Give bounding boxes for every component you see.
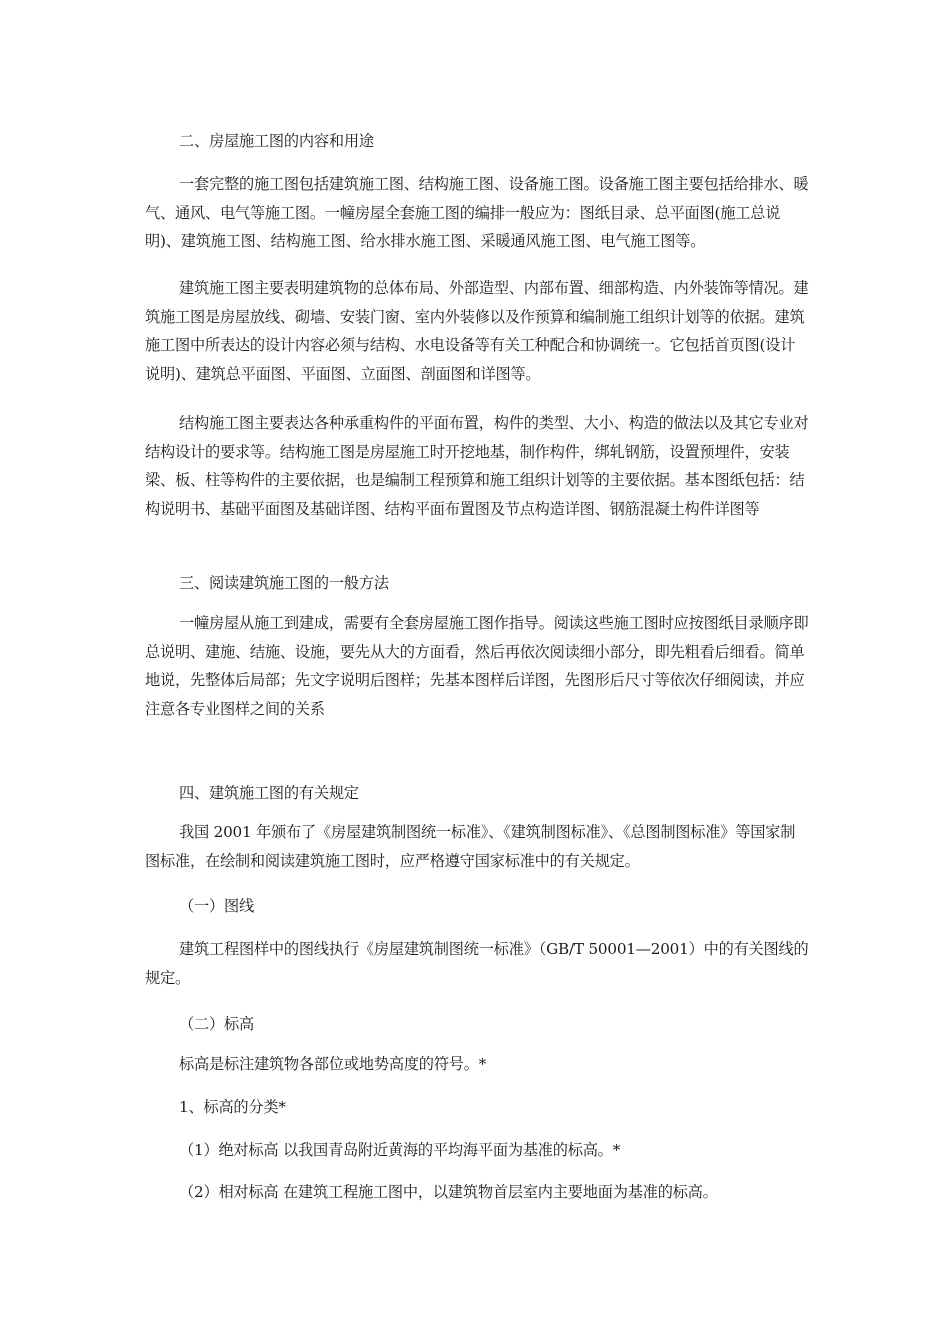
subsection-2-paragraph: 标高是标注建筑物各部位或地势高度的符号。* [179, 1055, 487, 1073]
section-3-paragraph-1: 一幢房屋从施工到建成，需要有全套房屋施工图作指导。阅读这些施工图时应按图纸目录顺序即总说明、建施、结施、设施，要先从大的方面看，然后再依次阅读细小部分，即先粗看后细看。简单地说，先整体后局部；先文字说明后图样；先基本图样后详图，先图形后尺寸等依次仔细阅读，并应注意各专业图样之间的关系 [145, 614, 809, 718]
list-item-1-1: （1）绝对标高 以我国青岛附近黄海的平均海平面为基准的标高。* [179, 1141, 621, 1159]
section-4-heading: 四、建筑施工图的有关规定 [179, 784, 359, 802]
subsection-1-heading: （一）图线 [179, 897, 254, 915]
list-item-1-2: （2）相对标高 在建筑工程施工图中，以建筑物首层室内主要地面为基准的标高。 [179, 1183, 718, 1201]
section-2-paragraph-3: 结构施工图主要表达各种承重构件的平面布置，构件的类型、大小、构造的做法以及其它专业对结构设计的要求等。结构施工图是房屋施工时开挖地基，制作构件，绑轧钢筋，设置预埋件，安装梁、板、柱等构件的主要依据，也是编制工程预算和施工组织计划等的主要依据。基本图纸包括：结构说明书、基础平面图及基础详图、结构平面布置图及节点构造详图、钢筋混凝土构件详图等 [145, 414, 809, 518]
section-2-heading: 二、房屋施工图的内容和用途 [179, 132, 374, 150]
subsection-2-heading: （二）标高 [179, 1015, 254, 1033]
subsection-1-paragraph: 建筑工程图样中的图线执行《房屋建筑制图统一标准》（GB/T 50001—2001）中的有关图线的规定。 [145, 940, 809, 987]
section-3-heading: 三、阅读建筑施工图的一般方法 [179, 574, 389, 592]
list-item-1: 1、标高的分类* [179, 1098, 286, 1116]
section-2-paragraph-1: 一套完整的施工图包括建筑施工图、结构施工图、设备施工图。设备施工图主要包括给排水、暖气、通风、电气等施工图。一幢房屋全套施工图的编排一般应为：图纸目录、总平面图(施工总说明)、建筑施工图、结构施工图、给水排水施工图、采暖通风施工图、电气施工图等。 [145, 175, 809, 250]
section-2-paragraph-2: 建筑施工图主要表明建筑物的总体布局、外部造型、内部布置、细部构造、内外装饰等情况。建筑施工图是房屋放线、砌墙、安装门窗、室内外装修以及作预算和编制施工组织计划等的依据。建筑施工图中所表达的设计内容必须与结构、水电设备等有关工种配合和协调统一。它包括首页图(设计说明)、建筑总平面图、平面图、立面图、剖面图和详图等。 [145, 279, 809, 383]
section-4-paragraph-1: 我国 2001 年颁布了《房屋建筑制图统一标准》、《建筑制图标准》、《总图制图标准》等国家制图标准，在绘制和阅读建筑施工图时，应严格遵守国家标准中的有关规定。 [145, 823, 796, 870]
